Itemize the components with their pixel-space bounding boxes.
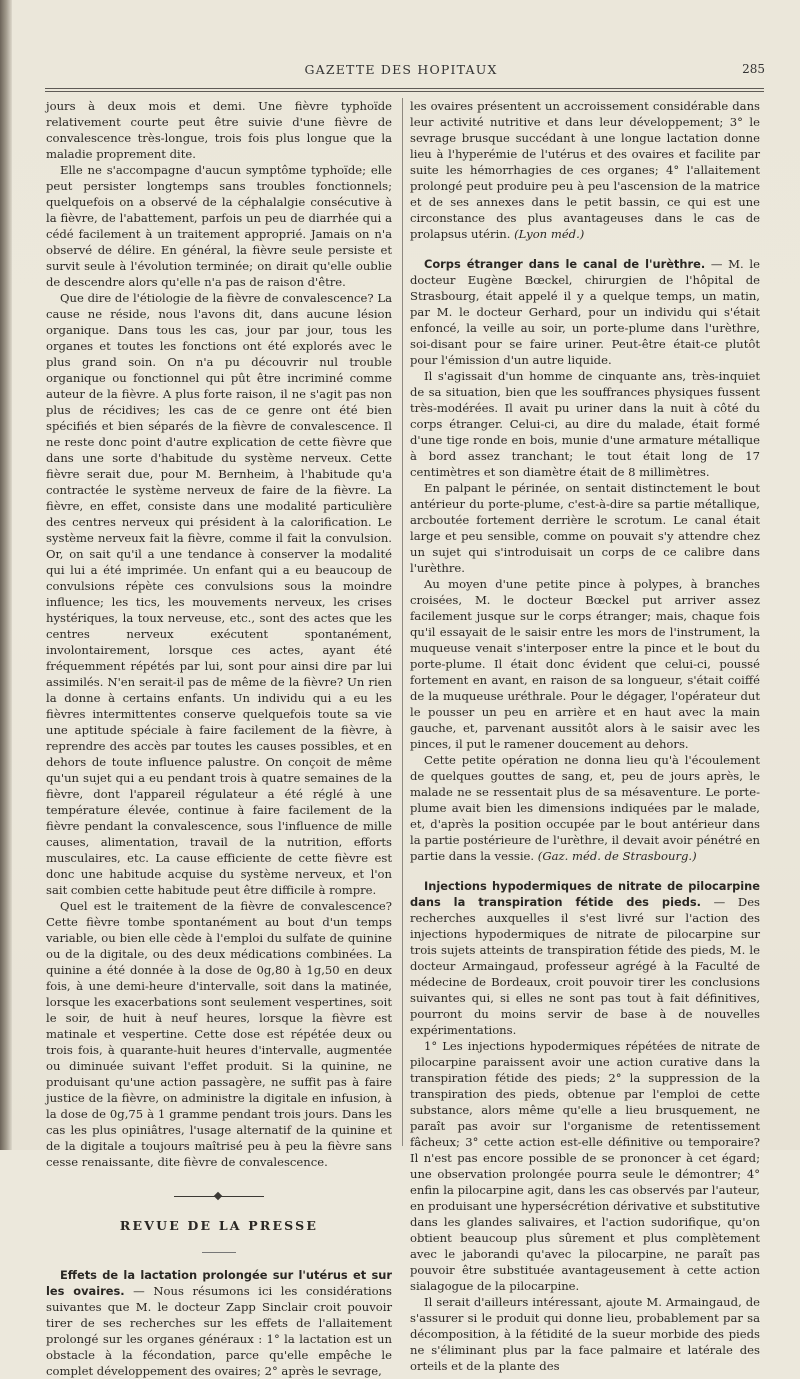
article-heading: Injections hypodermiques de nitrate de pilocarpine dans la transpiration fétide des pieds. bbox=[410, 879, 760, 909]
spacer bbox=[410, 864, 760, 878]
page-binding-edge bbox=[0, 0, 12, 1150]
article-text: — Nous résumons ici les considérations suivantes que M. le docteur Zapp Sinclair croit pouvoir tirer de ses recherches sur les effets de l'allaitement prolongé sur les organes généraux : 1° la lactation est un obstacle à la fécondation, parce qu'elle empêche le complet développement des ovaires; 2° après le sevrage, bbox=[46, 1284, 392, 1378]
spacer bbox=[410, 242, 760, 256]
paragraph: Elle ne s'accompagne d'aucun symptôme typhoïde; elle peut persister longtemps sans troubles fonctionnels; quelquefois on a observé de la céphalalgie consécutive à la fièvre, de l'abattement, parfois un peu de diarrhée qui a cédé facilement à un traitement approprié. Jamais on n'a observé de délire. En général, la fièvre seule persiste et survit seule à l'évolution terminée; on dirait qu'elle oublie de descendre alors qu'elle n'a pas de raison d'être. bbox=[46, 163, 392, 289]
article-corps-etranger bbox=[410, 256, 760, 368]
column-divider bbox=[402, 98, 403, 1146]
paragraph bbox=[410, 98, 760, 242]
paragraph-text: les ovaires présentent un accroissement considérable dans leur activité nutritive et dans leur développement; 3° le sevrage brusque succédant à une longue lactation donne lieu à l'hyperémie de l'utérus et des ovaires et facilite par suite les hémorrhagies de ces organes; 4° l'allaitement prolongé peut produire peu à peu l'ascension de la matrice et de ses annexes dans le petit bassin, ce qui est une circonstance des plus avantageuses dans le cas de prolapsus utérin. bbox=[410, 99, 760, 241]
article-injections bbox=[410, 878, 760, 1038]
left-column bbox=[46, 98, 392, 1378]
article-lactation bbox=[46, 1267, 392, 1379]
paragraph: Il serait d'ailleurs intéressant, ajoute M. Armaingaud, de s'assurer si le produit qui donne lieu, probablement par sa décomposition, à la fétidité de la sueur morbide des pieds ne s'éliminant plus par la face palmaire et latérale des orteils et de la plante des bbox=[410, 1295, 760, 1373]
paragraph: Au moyen d'une petite pince à polypes, à branches croisées, M. le docteur Bœckel put arriver assez facilement jusque sur le corps étranger; mais, chaque fois qu'il essayait de le saisir entre les mors de l'instrument, la muqueuse venait s'interposer entre la pince et le bout du porte-plume. Il était donc évident que celui-ci, poussé fortement en avant, en raison de sa longueur, s'était coiffé de la muqueuse uréthrale. Pour le dégager, l'opérateur dut le pousser un peu en arrière et en haut avec la main gauche, et, parvenant aussitôt alors à le saisir avec les pinces, il put le ramener doucement au dehors. bbox=[410, 577, 760, 751]
paragraph: Que dire de l'étiologie de la fièvre de convalescence? La cause ne réside, nous l'avons dit, dans aucune lésion organique. Dans tous les cas, jour par jour, tous les organes et toutes les fonctions ont été explorés avec le plus grand soin. On n'a pu découvrir nul trouble organique ou fonctionnel qui pût être incriminé comme auteur de la fièvre. A plus forte raison, il ne s'agit pas non plus de récidives; les cas de ce genre ont été bien spécifiés et bien séparés de la fièvre de convalescence. Il ne reste donc point d'autre explication de cette fièvre que dans une sorte d'habitude du système nerveux. Cette fièvre serait due, pour M. Bernheim, à l'habitude qu'a contractée le système nerveux de faire de la fièvre. La fièvre, en effet, consiste dans une modalité particulière des centres nerveux qui président à la calorification. Le système nerveux fait la fièvre, comme il fait la convulsion. Or, on sait qu'il a une tendance à conserver la modalité qui lui a été imprimée. Un enfant qui a eu beaucoup de convulsions répète ces convulsions sous la moindre influence; les tics, les mouvements nerveux, les crises hystériques, la toux nerveuse, etc., sont des actes que les centres nerveux exécutent spontanément, involontairement, lorsque ces actes, ayant été fréquemment répétés par lui, sont pour ainsi dire par lui assimilés. N'en serait-il pas de même de la fièvre? Un rien la donne à certains enfants. Un individu qui a eu les fièvres intermittentes conserve quelquefois toute sa vie une aptitude spéciale à faire facilement de la fièvre, à reprendre des accès par toutes les causes possibles, et en dehors de toute influence palustre. On conçoit de même qu'un sujet qui a eu pendant trois à quatre semaines de la fièvre, dont l'appareil régulateur a été réglé à une température élevée, continue à faire facilement de la fièvre pendant la convalescence, sous l'influence de mille causes, alimentation, travail de la nutrition, efforts musculaires, etc. La cause efficiente de cette fièvre est donc une habitude acquise du système nerveux, et l'on sait combien cette habitude peut être difficile à rompre. bbox=[46, 291, 392, 897]
source-citation: (Lyon méd.) bbox=[514, 227, 585, 241]
page-number: 285 bbox=[742, 62, 765, 76]
section-title: REVUE DE LA PRESSE bbox=[119, 1218, 319, 1233]
article-text: — M. le docteur Eugène Bœckel, chirurgien de l'hôpital de Strasbourg, était appelé il y a quelque temps, un matin, par M. le docteur Gerhard, pour un individu qui s'était enfoncé, la veille au soir, un porte-plume dans l'urèthre, soi-disant pour se faire uriner. Peut-être était-ce plutôt pour l'émission d'un autre liquide. bbox=[410, 257, 760, 367]
header-rule-double bbox=[45, 91, 764, 92]
article-heading: Effets de la lactation prolongée sur l'utérus et sur les ovaires. bbox=[46, 1268, 392, 1298]
paragraph-text: Cette petite opération ne donna lieu qu'à l'écoulement de quelques gouttes de sang, et, peu de jours après, le malade ne se ressentait plus de sa mésaventure. Le porte-plume avait bien les dimensions indiquées par le malade, et, d'après la position occupée par le bout antérieur dans la partie postérieure de l'urèthre, il devait avoir pénétré en partie dans la vessie. bbox=[410, 753, 760, 863]
section-ornament bbox=[174, 1193, 264, 1199]
article-text: — Des recherches auxquelles il s'est livré sur l'action des injections hypodermiques de nitrate de pilocarpine sur trois sujets atteints de transpiration fétide des pieds, M. le docteur Armaingaud, professeur agrégé à la Faculté de médecine de Bordeaux, croit pouvoir tirer les conclusions suivantes qui, si elles ne sont pas tout à fait définitives, pourront du moins servir de base à de nouvelles expérimentations. bbox=[410, 895, 761, 1037]
section-rule bbox=[202, 1252, 236, 1253]
paragraph bbox=[410, 752, 760, 864]
paragraph: En palpant le périnée, on sentait distinctement le bout antérieur du porte-plume, c'est-à-dire sa partie métallique, arcboutée fortement derrière le scrotum. Le canal était large et peu sensible, comme on pouvait s'y attendre chez un sujet qui s'introduisait un corps de ce calibre dans l'urèthre. bbox=[410, 481, 760, 575]
source-citation: (Gaz. méd. de Strasbourg.) bbox=[537, 849, 697, 863]
paragraph: jours à deux mois et demi. Une fièvre typhoïde relativement courte peut être suivie d'une fièvre de convalescence très-longue, trois fois plus longue que la maladie proprement dite. bbox=[46, 99, 392, 161]
running-title: GAZETTE DES HOPITAUX bbox=[304, 62, 498, 77]
article-heading: Corps étranger dans le canal de l'urèthre. bbox=[424, 257, 706, 271]
header-rule bbox=[45, 88, 764, 89]
paragraph: 1° Les injections hypodermiques répétées de nitrate de pilocarpine paraissent avoir une action curative dans la transpiration fétide des pieds; 2° la suppression de la transpiration des pieds, obtenue par l'emploi de cette substance, alors même qu'elle a lieu brusquement, ne paraît pas avoir sur l'organisme de retentissement fâcheux; 3° cette action est-elle définitive ou temporaire? Il n'est pas encore possible de se prononcer à cet égard; une observation prolongée pourra seule le démontrer; 4° enfin la pilocarpine agit, dans les cas observés par l'auteur, en produisant une hypersécrétion dérivative et substitutive dans les glandes salivaires, et l'action sudorifique, qu'on obtient beaucoup plus sûrement et plus complètement avec le jaborandi qu'avec la pilocarpine, ne paraît pas pouvoir être substituée avantageusement à cette action sialagogue de la pilocarpine. bbox=[410, 1039, 760, 1293]
page-header bbox=[35, 58, 767, 80]
right-column bbox=[410, 98, 761, 1373]
paragraph: Quel est le traitement de la fièvre de convalescence? Cette fièvre tombe spontanément au bout d'un temps variable, ou bien elle cède à l'emploi du sulfate de quinine ou de la digitale, ou des deux médications combinées. La quinine a été donnée à la dose de 0g,80 à 1g,50 en deux fois, à une demi-heure d'intervalle, soit dans la matinée, lorsque les exacerbations sont seulement vespertines, soit le soir, de huit à neuf heures, lorsque la fièvre est matinale et vespertine. Cette dose est répétée deux ou trois fois, à quarante-huit heures d'intervalle, augmentée ou diminuée suivant l'effet produit. Si la quinine, ne produisant qu'une action passagère, ne suffit pas à faire justice de la fièvre, on administre la digitale en infusion, à la dose de 0g,75 à 1 gramme pendant trois jours. Dans les cas les plus opiniâtres, l'usage alternatif de la quinine et de la digitale a toujours maîtrisé peu à peu la fièvre sans cesse renaissante, dite fièvre de convalescence. bbox=[46, 899, 392, 1169]
paragraph: Il s'agissait d'un homme de cinquante ans, très-inquiet de sa situation, bien que les souffrances physiques fussent très-modérées. Il avait pu uriner dans la nuit à côté du corps étranger. Celui-ci, au dire du malade, était formé d'une tige ronde en bois, munie d'une armature métallique à bord assez tranchant; le tout était long de 17 centimètres et son diamètre était de 8 millimètres. bbox=[410, 369, 760, 479]
